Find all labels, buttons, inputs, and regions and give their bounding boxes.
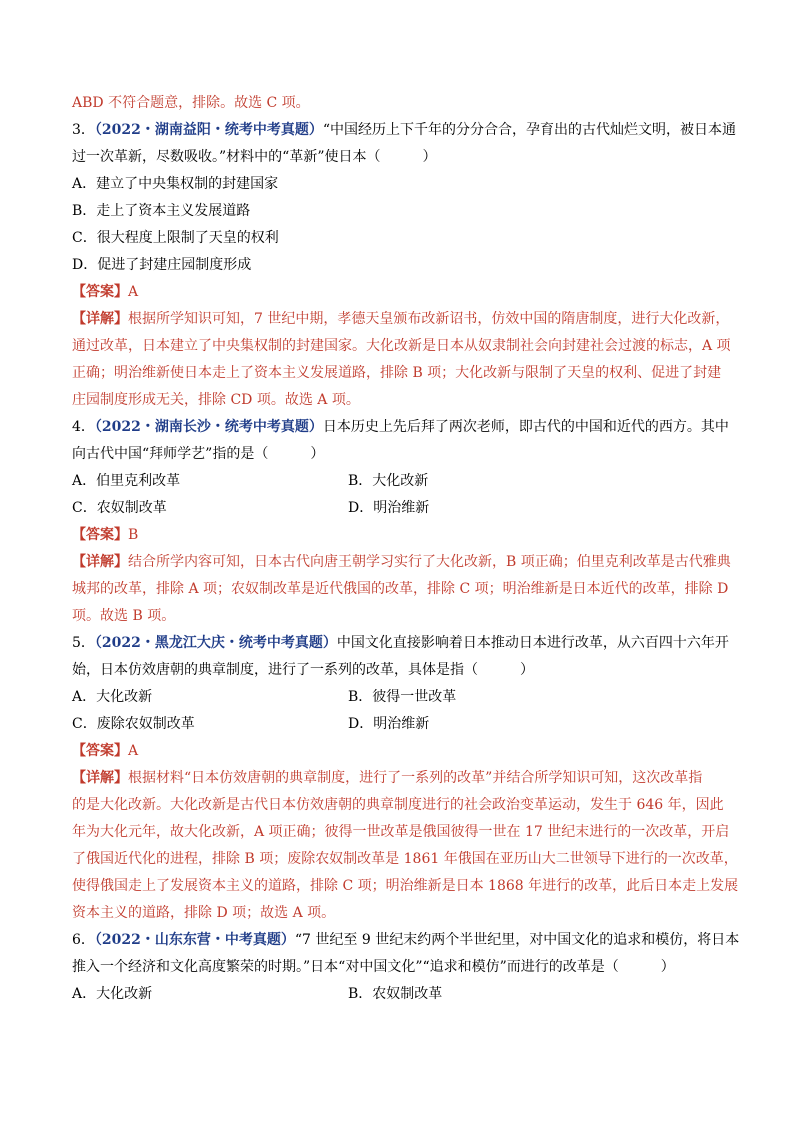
question-number: 3．	[72, 122, 95, 138]
question-source: （2022・黑龙江大庆・统考中考真题）	[94, 635, 337, 651]
detail-label: 【详解】	[72, 770, 128, 786]
question-source: （2022・湖南益阳・统考中考真题）	[94, 122, 323, 138]
answer-line	[72, 738, 722, 765]
detail-line: 【详解】结合所学内容可知，日本古代向唐王朝学习实行了大化改新，B 项正确；伯里克利改革是古代雅典	[72, 554, 731, 570]
option-c: C．废除农奴制改革	[72, 716, 195, 732]
detail-line: 【详解】根据所学知识可知，7 世纪中期，孝德天皇颁布改新诏书，仿效中国的隋唐制度，进行大化改新，	[72, 311, 730, 327]
option-b: B．农奴制改革	[348, 986, 443, 1002]
question-stem: 始，日本仿效唐朝的典章制度，进行了一系列的改革，具体是指（ ）	[72, 662, 534, 678]
detail-label: 【详解】	[72, 554, 128, 570]
detail-line: 庄园制度形成无关，排除 CD 项。故选 A 项。	[72, 392, 360, 408]
detail-line: 正确；明治维新使日本走上了资本主义发展道路，排除 B 项；大化改新与限制了天皇的权利、促进了封建	[72, 365, 722, 381]
answer-label: 【答案】	[72, 527, 128, 543]
question-number: 5．	[72, 635, 95, 651]
answer-value: A	[128, 743, 139, 759]
question-stem: 日本历史上先后拜了两次老师，即古代的中国和近代的西方。其中	[322, 419, 729, 435]
question-stem: 向古代中国“拜师学艺”指的是（ ）	[72, 446, 325, 462]
document-page	[72, 90, 740, 1008]
question-4	[72, 414, 731, 630]
option-c: C．农奴制改革	[72, 500, 167, 516]
question-stem: “7 世纪至 9 世纪末约两个半世纪里，对中国文化的追求和模仿，将日本	[294, 932, 740, 948]
detail-line: 的是大化改新。大化改新是古代日本仿效唐朝的典章制度进行的社会政治变革运动，发生于 646 年，因此	[72, 797, 724, 813]
answer-line	[72, 279, 722, 306]
option-b: B．彼得一世改革	[348, 689, 457, 705]
answer-value: A	[128, 284, 139, 300]
question-source: （2022・湖南长沙・统考中考真题）	[94, 419, 323, 435]
option-c: C．很大程度上限制了天皇的权利	[72, 230, 279, 246]
detail-line: 【详解】根据材料“日本仿效唐朝的典章制度，进行了一系列的改革”并结合所学知识可知，这次改革指	[72, 770, 703, 786]
answer-label: 【答案】	[72, 743, 128, 759]
option-a: A．建立了中央集权制的封建国家	[72, 176, 279, 192]
options-row	[72, 684, 722, 711]
question-5	[72, 630, 739, 927]
question-6	[72, 927, 740, 1008]
detail-line: 通过改革，日本建立了中央集权制的封建国家。大化改新是日本从奴隶制社会向封建社会过渡的标志，A 项	[72, 338, 731, 354]
options-row	[72, 981, 722, 1008]
detail-line: 项。故选 B 项。	[72, 608, 176, 624]
question-3	[72, 117, 737, 414]
detail-label: 【详解】	[72, 311, 128, 327]
answer-label: 【答案】	[72, 284, 128, 300]
question-stem: 过一次革新，尽数吸收。”材料中的“革新”使日本（ ）	[72, 149, 437, 165]
option-b: B．大化改新	[348, 473, 429, 489]
options-row	[72, 711, 722, 738]
option-d: D．明治维新	[348, 716, 430, 732]
question-number: 4．	[72, 419, 95, 435]
question-stem: 推入一个经济和文化高度繁荣的时期。”日本“对中国文化”“追求和模仿”而进行的改革是（ ）	[72, 959, 675, 975]
answer-line	[72, 522, 722, 549]
detail-line: 资本主义的道路，排除 D 项；故选 A 项。	[72, 905, 336, 921]
detail-line: 城邦的改革，排除 A 项；农奴制改革是近代俄国的改革，排除 C 项；明治维新是日本近代的改革，排除 D	[72, 581, 729, 597]
option-d: D．明治维新	[348, 500, 430, 516]
detail-line: 使得俄国走上了发展资本主义的道路，排除 C 项；明治维新是日本 1868 年进行的改革，此后日本走上发展	[72, 878, 739, 894]
options-row	[72, 468, 722, 495]
previous-answer-tail: ABD 不符合题意，排除。故选 C 项。	[72, 95, 310, 111]
option-d: D．促进了封建庄园制度形成	[72, 257, 252, 273]
detail-line: 了俄国近代化的进程，排除 B 项；废除农奴制改革是 1861 年俄国在亚历山大二世领导下进行的一次改革，	[72, 851, 738, 867]
question-source: （2022・山东东营・中考真题）	[94, 932, 295, 948]
question-stem: “中国经历上下千年的分分合合，孕育出的古代灿烂文明，被日本通	[322, 122, 737, 138]
option-a: A．伯里克利改革	[72, 473, 181, 489]
question-stem: 中国文化直接影响着日本推动日本进行改革，从六百四十六年开	[336, 635, 729, 651]
options-row	[72, 495, 722, 522]
option-b: B．走上了资本主义发展道路	[72, 203, 251, 219]
question-number: 6．	[72, 932, 95, 948]
detail-line: 年为大化元年，故大化改新，A 项正确；彼得一世改革是俄国彼得一世在 17 世纪末进行的一次改革，开启	[72, 824, 730, 840]
option-a: A．大化改新	[72, 986, 153, 1002]
option-a: A．大化改新	[72, 689, 153, 705]
answer-value: B	[128, 527, 139, 543]
